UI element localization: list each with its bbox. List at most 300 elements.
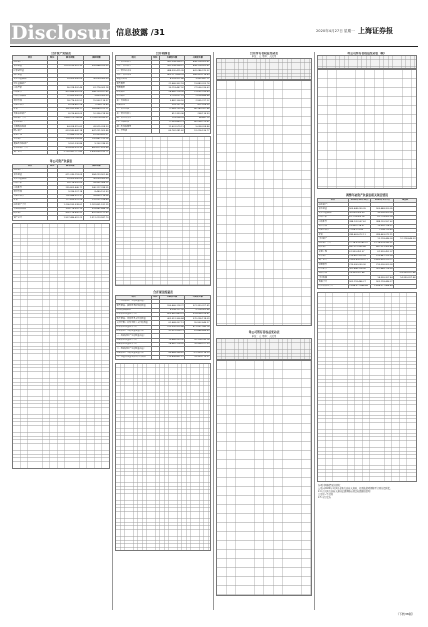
cell-value: 99,802,116.06 (83, 194, 109, 198)
cell-value: 72,446,118.35 (57, 133, 83, 137)
page-number: /31 (150, 28, 165, 37)
row-label: 经营活动产生的现金流量净额 (116, 330, 152, 334)
row-label: 经营活动现金流出小计 (116, 325, 152, 329)
cell-value: 20,000,000.00 (57, 77, 83, 81)
row-label: 交易性金融资产 (13, 77, 48, 81)
cell-value: 1,927,486,691.23 (57, 216, 83, 220)
cell-value (47, 150, 57, 154)
notes-block (317, 484, 417, 499)
cash-flow-table (115, 295, 211, 360)
cell-value: 8,214,663.05 (57, 112, 83, 116)
cell-value: 289,463,072.11 (348, 233, 371, 237)
cell-value: 61,774,003.18 (83, 86, 109, 90)
cell-value: 118,204.33 (159, 116, 185, 120)
table-title: 合并利润表 (156, 52, 170, 55)
row-label: 四、利润总额 (116, 120, 152, 124)
row-label: 财务费用 (116, 95, 152, 99)
cell-value: 7,204,119.80 (83, 103, 109, 107)
cell-value: 120,447,315.26 (83, 138, 109, 142)
cell-value: 14,330,207.44 (394, 276, 417, 280)
cell-value: -14,330,207.44 (394, 271, 417, 275)
row-label: 长期股权投资 (13, 207, 48, 211)
row-label: 存货 (13, 107, 48, 111)
table-title: 合并资产负债表 (51, 52, 71, 55)
row-label: 加：其他收益 (116, 99, 152, 103)
row-label: 预付款项 (13, 190, 48, 194)
row-label: 其中：营业收入 (116, 65, 152, 69)
cell-value: 118,903,226.40 (57, 138, 83, 142)
row-label: 五、净利润 (116, 129, 152, 133)
cell-value: 1,718,078,285.07 (371, 241, 394, 245)
cell-value: 3,882,104.50 (159, 99, 185, 103)
row-label: 二、投资活动产生的现金流量： (116, 334, 152, 338)
cell-value: 4,228,911.46 (159, 77, 185, 81)
cell-value: 1,181,801,531.29 (83, 203, 109, 207)
row-label: 销售费用 (116, 82, 152, 86)
row-label: 在建工程 (318, 250, 349, 254)
note-line: □适用 √不适用 (318, 493, 334, 497)
cell-value: 498,114,502.61 (185, 65, 211, 69)
cell-value: 301,552,908.77 (57, 107, 83, 111)
column-header: 本期发生额 (159, 295, 185, 299)
row-label: 管理费用 (116, 86, 152, 90)
cell-value: 410,930,211.63 (83, 211, 109, 215)
column-rule (314, 52, 315, 610)
cell-value: 402,551,306.84 (159, 317, 185, 321)
table-body-grid (115, 136, 211, 286)
cell-value (152, 355, 160, 359)
column-header: 项目 (13, 56, 48, 60)
row-label: 固定资产 (13, 211, 48, 215)
row-label: 长期股权投资 (13, 125, 48, 129)
table-title: 母公司所有者权益变动表 (248, 330, 280, 335)
cell-value: 12,450,000.00 (57, 95, 83, 99)
income-statement-table (115, 55, 211, 133)
cell-value: 240,117,338.25 (83, 186, 109, 190)
row-label: 应收款项融资 (13, 95, 48, 99)
row-label: 二、营业总成本 (116, 69, 152, 73)
masthead-title: Disclosure (11, 22, 124, 44)
cell-value: 9,336,207.18 (57, 190, 83, 194)
table-row (116, 129, 211, 133)
cell-value: 44,208,915.62 (57, 125, 83, 129)
row-label: 货币资金 (13, 173, 48, 177)
adjustment-table (317, 198, 417, 289)
cell-value: 902,118,446.27 (348, 280, 371, 284)
cell-value: 61,930,452.07 (83, 133, 109, 137)
row-label: 交易性金融资产 (318, 211, 349, 215)
cell-value: 603,882,440.19 (159, 312, 185, 316)
cell-value: 905,448,200.05 (83, 65, 109, 69)
table-body-grid (317, 69, 417, 189)
cell-value: 8,440,152.93 (83, 190, 109, 194)
column-header: 附注 (153, 296, 158, 299)
row-label: 流动资产合计 (13, 116, 48, 120)
cell-value: 10,446,200.00 (159, 338, 185, 342)
cell-value: 1,718,078,285.07 (348, 241, 371, 245)
cell-value: 30,118,447.92 (159, 86, 185, 90)
cell-value: 1,698,577,464.44 (371, 284, 394, 288)
row-label: 加：营业外收入 (116, 112, 152, 116)
row-label: 非流动资产： (13, 120, 48, 124)
cell-value: 61,930,452.07 (371, 250, 394, 254)
column-header: 期初余额 (83, 164, 109, 168)
row-label: 固定资产 (318, 246, 349, 250)
cell-value: 411,208.55 (185, 103, 211, 107)
cell-value: 521,330,207.45 (185, 304, 211, 308)
row-label: 应付账款 (318, 267, 349, 271)
cell-value: 1,698,577,464.44 (348, 284, 371, 288)
cell-value: 370,226,118.09 (185, 317, 211, 321)
cell-value: 412,886,541.09 (57, 90, 83, 94)
cell-value: 561,204,338.27 (159, 65, 185, 69)
table-header-grid (216, 58, 312, 80)
cell-value: 388,120,557.62 (348, 220, 371, 224)
table-body-grid (216, 80, 312, 326)
row-label: 合同资产 (318, 237, 349, 241)
cell-value: 21,446,302.18 (159, 82, 185, 86)
row-label: 五、现金及现金等价物净增加额 (116, 355, 152, 359)
cell-value: 61,448,207.13 (159, 321, 185, 325)
row-label: 负债合计 (318, 280, 349, 284)
row-label: 拆出资金 (13, 73, 48, 77)
row-label: 交易性金融资产 (13, 177, 48, 181)
row-label: 固定资产 (13, 129, 48, 133)
column-rule (112, 52, 113, 610)
cell-value: 1,019,255,001.32 (57, 65, 83, 69)
cell-value (47, 216, 57, 220)
cell-value: 471,557,340.18 (185, 325, 211, 329)
row-label: 支付给职工以及为职工支付的现金 (116, 321, 152, 325)
row-label: 流动资产合计 (318, 241, 349, 245)
cell-value: 10,336,218.94 (83, 112, 109, 116)
table-body-grid (216, 360, 312, 596)
column-header: 期末余额 (57, 164, 83, 168)
table-title: 调整年初资产负债表相关项目情况 (346, 193, 388, 198)
cell-value: 6,204,117.30 (159, 308, 185, 312)
row-label: 资产总计 (13, 216, 48, 220)
table-title: 母公司资产负债表 (49, 159, 73, 164)
cell-value: 30,000,000.00 (371, 211, 394, 215)
table-subtitle: 单位：元 币种：人民币 (251, 55, 277, 59)
table-row (13, 216, 110, 220)
row-label: 应收票据 (13, 181, 48, 185)
row-label: 筹资活动产生的现金流量净额 (116, 351, 152, 355)
row-label: 应收账款 (13, 90, 48, 94)
cell-value: 318,774,552.10 (57, 207, 83, 211)
table-row (13, 150, 110, 154)
row-label: 无形资产 (318, 254, 349, 258)
table-row (318, 284, 417, 288)
row-label: 存货 (318, 233, 349, 237)
cell-value: 210,000,000.00 (371, 263, 394, 267)
table-body-grid (317, 292, 417, 482)
row-label: 销售商品、提供劳务收到的现金 (116, 304, 152, 308)
cell-value: 293,707.32 (159, 103, 185, 107)
cell-value: 9,551,230.84 (57, 142, 83, 146)
row-label: 应收账款 (318, 220, 349, 224)
note-line: 2.4 首次执行新收入准则追溯调整前期比较数据的说明 (318, 490, 371, 494)
row-label: 其他应收款 (318, 228, 349, 232)
cell-value: 12,118,446.00 (394, 237, 417, 241)
row-label: 经营活动现金流入小计 (116, 312, 152, 316)
row-label: 应收账款 (13, 186, 48, 190)
cell-value: 61,774,003.18 (371, 216, 394, 220)
cell-value: 6,918,447.26 (57, 103, 83, 107)
cell-value: 60,143,057.86 (185, 107, 211, 111)
cell-value: 91,551,524.73 (159, 330, 185, 334)
cell-value: 15,902,114.37 (83, 99, 109, 103)
cell-value: 11,601,579.11 (159, 125, 185, 129)
cell-value: 318,481,844.78 (83, 207, 109, 211)
row-label: 其中：营业成本 (116, 73, 152, 77)
cell-value: 2,600,695,910.71 (348, 258, 371, 262)
table-subtitle: 单位：元 币种：人民币 (251, 334, 277, 338)
column-header: 本期发生额 (159, 56, 185, 60)
column-header: 项目 (116, 56, 152, 60)
cell-value: 120,447,315.26 (348, 254, 371, 258)
cell-value: 65,742,281.62 (159, 129, 185, 133)
column-header: 附注 (153, 56, 158, 59)
row-label: 递延所得税资产 (13, 142, 48, 146)
cell-value: 388,120,557.62 (83, 90, 109, 94)
row-label: 预付款项 (318, 224, 349, 228)
issue-date: 2020年4月27日 星期一 (316, 29, 355, 33)
column-header: 期末余额 (57, 56, 83, 60)
cell-value: 1,718,078,285.07 (83, 116, 109, 120)
parent-balance-sheet-table (12, 164, 110, 221)
cell-value: 902,118,446.27 (371, 280, 394, 284)
row-label: 短期借款 (318, 263, 349, 267)
column-header: 项目 (13, 164, 48, 168)
table-title: 合并现金流量表 (153, 290, 173, 295)
row-label: 研发费用 (116, 90, 152, 94)
cell-value: 120,447,315.26 (371, 254, 394, 258)
row-label: 应收票据 (318, 216, 349, 220)
row-label: 流动资产合计 (13, 203, 48, 207)
cell-value: 40,468,394.81 (159, 351, 185, 355)
continued-note: （下转38版） (396, 612, 415, 616)
column-header: 调整数 (394, 198, 417, 202)
row-label: 结算备付金 (13, 69, 48, 73)
cell-value: 56,318,902.44 (57, 86, 83, 90)
cell-value: 7,204,119.80 (348, 228, 371, 232)
row-label: 其他应收款 (13, 103, 48, 107)
cell-value: 301,446,118.90 (348, 267, 371, 271)
cell-value: 905,448,200.05 (348, 207, 371, 211)
column-header: 项目 (318, 198, 349, 202)
cell-value: 43,915,208.30 (83, 125, 109, 129)
cell-value: 289,463,072.11 (371, 233, 394, 237)
row-label: 货币资金 (318, 207, 349, 211)
column-header: 上期发生额 (185, 295, 211, 299)
row-label: 投资收益 (116, 103, 152, 107)
cell-value (152, 129, 160, 133)
cell-value: 366,920,114.80 (185, 73, 211, 77)
cell-value: 584,223,901.44 (83, 173, 109, 177)
note-line: 各项目调整情况的说明： (318, 484, 343, 488)
column-4 (317, 52, 417, 612)
cell-value: 647,221,905.46 (83, 129, 109, 133)
row-label: 资产总计 (13, 150, 48, 154)
cell-value: 30,114,520.00 (57, 181, 83, 185)
cell-value: 28,991,004.12 (83, 181, 109, 185)
cell-value: 255,803,446.71 (57, 186, 83, 190)
cell-value: 2,600,695,910.71 (371, 258, 394, 262)
row-label: 一、营业总收入 (116, 60, 152, 64)
cell-value: 611,240,118.09 (57, 173, 83, 177)
row-label: 其他应收款 (13, 194, 48, 198)
row-label: 应收票据 (13, 86, 48, 90)
cell-value: 412,330.06 (159, 112, 185, 116)
section-name: 信息披露 (116, 28, 148, 37)
cell-value: 905,448,200.05 (371, 207, 394, 211)
row-label: 购买商品、接受劳务支付的现金 (116, 317, 152, 321)
row-label: 其他流动资产 (13, 112, 48, 116)
cell-value: 498,114,502.61 (185, 60, 211, 64)
cell-value: 113,806,801.27 (159, 355, 185, 359)
cell-value: 882,617,625.64 (83, 146, 109, 150)
cell-value: 5,759,027.15 (159, 95, 185, 99)
cell-value: 35,904,227.30 (185, 342, 211, 346)
cell-value: 15,902,114.37 (371, 224, 394, 228)
row-label: 预收款项 (318, 271, 349, 275)
column-2 (115, 52, 211, 612)
cell-value: 301,446,118.90 (371, 267, 394, 271)
cell-value: 30,000,000.00 (83, 177, 109, 181)
cell-value: -12,330,114.20 (185, 351, 211, 355)
row-label: 税金及附加 (116, 77, 152, 81)
note-line: 公司自2020年1月1日起执行新收入准则，将预收款项调整至合同负债列报。 (318, 487, 392, 491)
cell-value: 9,830,000.00 (83, 95, 109, 99)
cell-value: 590,446,118.72 (159, 304, 185, 308)
cell-value: 18,774,320.51 (57, 99, 83, 103)
row-label: 衍生金融资产 (13, 82, 48, 86)
cell-value: 441,286,970.52 (185, 69, 211, 73)
cell-value: 9,102,744.55 (83, 142, 109, 146)
cell-value: 1,911,213,587.70 (83, 216, 109, 220)
cell-value: 15,902,114.37 (348, 224, 371, 228)
cell-value: 533,004,226.81 (185, 312, 211, 316)
column-rule (213, 52, 214, 610)
table-body-grid (12, 223, 110, 469)
cell-value: 61,930,452.07 (348, 250, 371, 254)
cell-value: 21,002,339.40 (185, 90, 211, 94)
row-label: 收到的税费返还 (116, 308, 152, 312)
row-label: 流动资产： (13, 168, 48, 172)
cell-value: 30,000,000.00 (83, 77, 109, 81)
cell-value: 647,221,905.46 (348, 246, 371, 250)
header-rule (10, 46, 418, 47)
table-header-grid (317, 55, 417, 69)
cell-value: 2,735,061,717.83 (57, 150, 83, 154)
paper-name: 上海证券报 (358, 26, 393, 35)
balance-sheet-table (12, 55, 110, 155)
cell-value: 170,227,018.49 (83, 199, 109, 203)
table-body-grid (115, 363, 211, 551)
row-label: 所有者权益合计 (318, 284, 349, 288)
cell-value: 77,049,735.00 (159, 107, 185, 111)
cell-value: 2,600,695,910.71 (83, 150, 109, 154)
column-header: 项目 (116, 295, 152, 299)
cell-value: 7,204,119.80 (371, 228, 394, 232)
table-header-grid (216, 338, 312, 360)
cell-value: 2,905,317.22 (185, 99, 211, 103)
row-label: 减：所得税费用 (116, 125, 152, 129)
cell-value: 1,856,370,784.44 (57, 116, 83, 120)
section-title (116, 27, 165, 38)
table-row (116, 355, 211, 359)
row-label: 投资活动现金流入小计 (116, 338, 152, 342)
row-label: 货币资金 (13, 65, 48, 69)
row-label: 非流动资产合计 (13, 146, 48, 150)
row-label: 减：营业外支出 (116, 116, 152, 120)
cell-value: 60,254,725.61 (185, 120, 211, 124)
column-header: 附注 (47, 56, 57, 60)
cell-value: 20,000,000.00 (57, 177, 83, 181)
row-label: 三、营业利润 (116, 107, 152, 111)
cell-value (394, 284, 417, 288)
cell-value: 33,330,775.27 (185, 355, 211, 359)
column-3 (216, 52, 312, 612)
column-header: 期初余额 (83, 56, 109, 60)
cell-value: 289,463,072.11 (83, 107, 109, 111)
cell-value: 633,580,442.18 (57, 129, 83, 133)
cell-value: 388,120,557.62 (371, 220, 394, 224)
cell-value: 1,206,593,538.61 (57, 203, 83, 207)
column-header: 2019年12月31日 (348, 198, 371, 202)
cell-value: 561,204,338.27 (159, 60, 185, 64)
row-label: 无形资产 (13, 138, 48, 142)
row-label: 合同负债 (318, 276, 349, 280)
column-header: 上期发生额 (185, 56, 211, 60)
cell-value: 2,024,846.84 (185, 95, 211, 99)
cell-value: 55,902,446.27 (185, 321, 211, 325)
row-label: 存货 (13, 199, 48, 203)
row-label: 在建工程 (13, 133, 48, 137)
row-label: 流动资产： (318, 203, 349, 207)
cell-value: 3,902,447.11 (185, 77, 211, 81)
cell-value: 61,774,003.18 (348, 216, 371, 220)
cell-value: 208,114.90 (185, 112, 211, 116)
cell-value: 24,660,118.05 (159, 90, 185, 94)
note-line: 2.5 审计报告 (318, 496, 331, 500)
row-label: 资产总计 (318, 258, 349, 262)
column-1 (12, 52, 110, 612)
cell-value: 402,118,600.52 (57, 211, 83, 215)
cell-value: 878,690,933.39 (57, 146, 83, 150)
cell-value: 28,662,118.55 (159, 342, 185, 346)
cell-value: 77,343,860.73 (159, 120, 185, 124)
cell-value: 9,038,208.84 (185, 125, 211, 129)
row-label: 投资活动现金流出小计 (116, 342, 152, 346)
cell-value: 102,448,915.37 (57, 194, 83, 198)
cell-value: 210,000,000.00 (348, 263, 371, 267)
cell-value: 20,118,330.14 (185, 338, 211, 342)
cell-value: 30,000,000.00 (348, 211, 371, 215)
row-label: 预付款项 (13, 99, 48, 103)
cell-value: 488,330,415.09 (159, 69, 185, 73)
row-label: 三、筹资活动产生的现金流量： (116, 347, 152, 351)
row-label: 一、经营活动产生的现金流量： (116, 299, 152, 303)
cell-value: 19,883,205.74 (185, 82, 211, 86)
cell-value: 51,216,516.77 (185, 129, 211, 133)
cell-value: 512,330,915.46 (159, 325, 185, 329)
row-label: 流动资产： (13, 60, 48, 64)
cell-value: 647,221,905.46 (371, 246, 394, 250)
cell-value: 14,330,207.44 (348, 271, 371, 275)
cell-value: 27,554,016.63 (185, 86, 211, 90)
